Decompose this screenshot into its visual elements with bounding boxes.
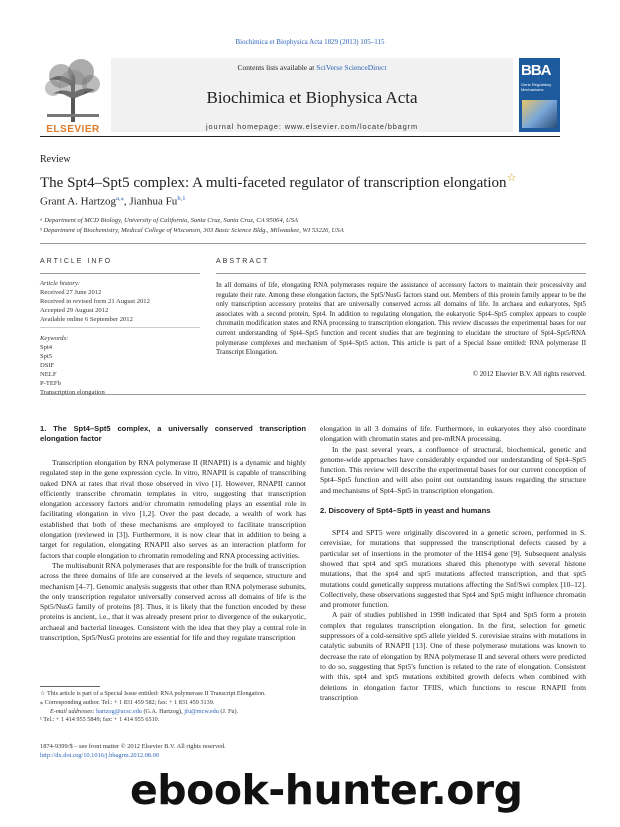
keyword: Spt4 <box>40 344 53 351</box>
footnote-divider <box>40 686 100 687</box>
email1-owner: (G.A. Hartzog), <box>141 707 185 715</box>
article-history <box>40 279 200 324</box>
author-fu: Jianhua Fu <box>129 195 178 208</box>
author1-affiliation-link[interactable]: a,⁎ <box>116 195 124 202</box>
section-1-paragraph-2: The multisubunit RNA polymerases that are responsible for the bulk of transcription across the three domains of life are conserved at the levels of sequence, structure and mechanism [4–7]. Genomic analysis suggests that other than RNA polymerase subunits, the only transcription regulator universally conserved across all domains of life is the Spt5/NusG family of proteins [8]. Thus, it is likely that the function encoded by these proteins is ancient, i.e., that it was already present prior to divergence of the eukaryotic, archaeal and bacterial lineages. Consistent with the idea that they play a central role in transcription, Spt5/NusG proteins are essential for life and they regulate transcription <box>40 560 306 643</box>
section-2-paragraph-2: A pair of studies published in 1998 indicated that Spt4 and Spt5 form a protein complex that regulates transcription elongation. In the first, selection for genetic suppressors of a cold-sensitive spt5 allele yielded S. cerevisiae strains with mutations in catalytic subunits of RNAPII [13]. One of these polymerase mutations was known to decrease the rate of elongation by RNA polymerase II and several others were predicted to do so, suggesting that Spt5's function is related to the rate of elongation. Consistent with this, spt4 and spt5 mutations exhibited growth defects when combined with deletions in elongation factor TFIIS, which functions to rescue RNAPII from transcription <box>320 610 586 702</box>
footnote-fu-contact: ¹ Tel.: + 1 414 955 5849; fax: + 1 414 955 6510. <box>40 716 160 724</box>
article-title <box>40 171 516 192</box>
history-label: Article history: <box>40 280 81 287</box>
affiliation-a: ᵃ Department of MCD Biology, University of California, Santa Cruz, Santa Cruz, CA 95064, USA <box>40 217 299 224</box>
contents-line <box>111 63 513 72</box>
homepage-url[interactable]: www.elsevier.com/locate/bbagrm <box>284 122 418 131</box>
section-2-heading: 2. Discovery of Spt4–Spt5 in yeast and humans <box>320 506 491 516</box>
keyword: NELF <box>40 371 57 378</box>
footnote-corresponding-author: ⁎ Corresponding author. Tel.: + 1 831 459 582; fax: + 1 831 459 3139. <box>40 698 215 706</box>
email-fu-link[interactable]: jfu@mcw.edu <box>184 707 219 715</box>
article-info-heading: ARTICLE INFO <box>40 258 113 265</box>
keywords-list <box>40 334 200 397</box>
elsevier-tree-logo <box>41 58 105 124</box>
column-2-paragraph-2: In the past several years, a confluence of structural, biochemical, genetic and genome-wide approaches have considerably expanded our understanding of Spt4–Spt5 function. This review will describe the experimental bases for our current conception of Spt4–Spt5 function and will also point out outstanding issues regarding the structure and mechanisms of Spt4–Spt5 in transcription elongation. <box>320 444 586 495</box>
email-hartzog-link[interactable]: hartzog@ucsc.edu <box>96 707 142 715</box>
footnote-emails <box>40 708 306 717</box>
divider-keywords <box>40 327 200 328</box>
body-column-left <box>40 424 306 643</box>
cover-subtitle: Gene Regulatory Mechanisms <box>521 82 552 92</box>
divider-info <box>40 273 200 274</box>
column-2-paragraph-1: elongation in all 3 domains of life. Furthermore, in eukaryotes they also coordinate elongation with chromatin states and pre-mRNA processing. <box>320 424 586 444</box>
divider-body <box>40 394 586 395</box>
email2-owner: (J. Fu). <box>218 707 239 715</box>
contents-prefix: Contents lists available at <box>237 63 317 72</box>
journal-citation[interactable]: Biochimica et Biophysica Acta 1829 (2013) 105–115 <box>235 38 385 46</box>
section-2-paragraph-1: SPT4 and SPT5 were originally discovered in a genetic screen, performed in S. cerevisiae, for mutations that suppressed the transcriptional defects caused by a particular set of insertions in the promoter of the HIS4 gene [9]. Subsequent analysis showed that spt4 and spt5 mutations shared this phenotype with several histone mutations, that the spt4 and spt5 mutations affected transcription, and that spt5 mutations could genetically suppress mutations affecting the Snf/Swi complex [10–12]. Collectively, these observations suggested that Spt4 and Spt5 might influence chromatin and promoter function. <box>320 528 586 610</box>
keyword: DSIF <box>40 362 55 369</box>
history-accepted: Accepted 29 August 2012 <box>40 307 109 314</box>
elsevier-wordmark: ELSEVIER <box>46 124 100 135</box>
keyword: P-TEFb <box>40 380 61 387</box>
section-1-heading: 1. The Spt4–Spt5 complex, a universally conserved transcription elongation factor <box>40 424 306 443</box>
body-column-right <box>320 424 586 703</box>
affiliation-b: ᵇ Department of Biochemistry, Medical College of Wisconsin, 303 Basic Science Bldg., Milwaukee, WI 53226, USA <box>40 227 344 234</box>
title-text: The Spt4–Spt5 complex: A multi-faceted regulator of transcription elongation <box>40 175 507 191</box>
journal-title: Biochimica et Biophysica Acta <box>206 88 418 107</box>
email-label: E-mail addresses: <box>50 707 97 715</box>
abstract-text: In all domains of life, elongating RNA polymerases require the assistance of accessory factors to maintain their processivity and regulate their rate. Among these elongation factors, the Spt5/NusG factors stand out. Members of this protein family appear to be the only transcription accessory proteins that are universally conserved across all domains of life. In archaea and eukaryotes, Spt5 associates with a second protein, Spt4. In addition to regulating elongation, the eukaryotic Spt4–Spt5 complex appears to couple chromatin modification states and RNA processing to transcription elongation. This review discusses the experimental bases for our current understanding of Spt4–Spt5 function and recent studies that are beginning to elucidate the structure of Spt4–Spt5/RNA polymerase complexes and mechanism of Spt4–Spt5 action. This article is part of a Special Issue entitled: RNA polymerase II Transcript Elongation. <box>216 282 586 357</box>
journal-homepage <box>111 122 513 131</box>
author2-affiliation-link[interactable]: b,1 <box>177 195 186 202</box>
author-list <box>40 194 185 208</box>
keyword: Transcription elongation <box>40 389 105 396</box>
author-hartzog: Grant A. Hartzog <box>40 195 117 208</box>
issn-block <box>40 743 226 761</box>
keyword: Spt5 <box>40 353 53 360</box>
author-separator: , <box>123 195 130 208</box>
footnotes <box>40 690 306 725</box>
footnote-special-issue: ☆ This article is part of a Special Issue entitled: RNA polymerase II Transcript Elongation. <box>40 690 266 697</box>
homepage-prefix: journal homepage: <box>206 122 285 131</box>
divider-top <box>40 243 586 244</box>
abstract-copyright: © 2012 Elsevier B.V. All rights reserved. <box>472 371 586 378</box>
cover-artwork <box>522 100 557 128</box>
issn-line: 1874-9399/$ – see front matter © 2012 Elsevier B.V. All rights reserved. <box>40 743 226 750</box>
section-1-paragraph-1: Transcription elongation by RNA polymerase II (RNAPII) is a dynamic and highly regulated step in the gene expression cycle. In vitro, RNAPII is capable of transcribing naked DNA at rates that rival those observed in vivo [1]. However, RNAPII cannot efficiently transcribe chromatin templates in vitro, suggesting that transcription elongation accessory factors and/or chromatin remodeling plays an essential role in facilitating elongation in vivo [1,2]. Over the past decade, a wealth of work has established that both of these mechanisms are employed to facilitate transcription elongation (reviewed in [3]). Furthermore, it is now clear that in addition to being a target for regulation, elongating RNAPII also serves as an interaction platform for factors that couple elongation to chromatin remodeling and RNA processing activities. <box>40 458 306 560</box>
title-footnote-star-icon[interactable]: ☆ <box>506 172 517 184</box>
doi-link[interactable]: http://dx.doi.org/10.1016/j.bbagrm.2012.08.00 <box>40 751 159 759</box>
sciencedirect-link[interactable]: SciVerse ScienceDirect <box>316 63 387 72</box>
history-received: Received 27 June 2012 <box>40 289 102 296</box>
watermark-text: ebook-hunter.org <box>130 766 523 814</box>
keywords-label: Keywords: <box>40 335 69 342</box>
history-online: Available online 6 September 2012 <box>40 316 133 323</box>
divider-abstract <box>216 273 586 274</box>
abstract-heading: ABSTRACT <box>216 258 270 265</box>
cover-title: BBA <box>521 62 551 79</box>
history-revised: Received in revised form 21 August 2012 <box>40 298 150 305</box>
article-type: Review <box>40 154 71 165</box>
